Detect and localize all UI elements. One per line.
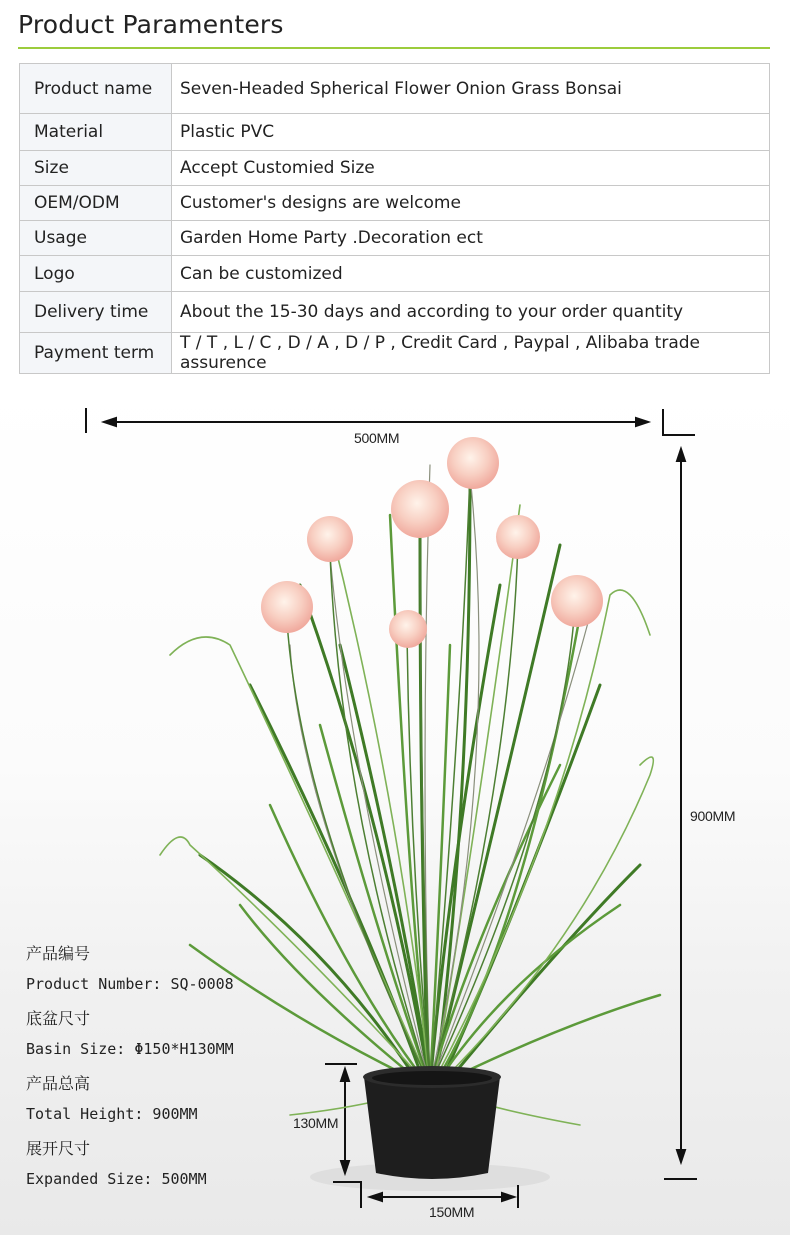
param-value: Can be customized <box>172 256 770 292</box>
product-number-cn: 产品编号 <box>26 944 91 963</box>
grass-leaves <box>160 465 660 1125</box>
expanded-size: Expanded Size: 500MM <box>26 1170 207 1188</box>
table-row <box>20 64 770 114</box>
param-value: Garden Home Party .Decoration ect <box>172 221 770 256</box>
param-key: OEM/ODM <box>20 186 172 221</box>
param-value: Accept Customied Size <box>172 151 770 186</box>
product-number: Product Number: SQ-0008 <box>26 975 234 993</box>
width-dimension-label: 500MM <box>354 430 400 446</box>
flower-head <box>389 610 427 648</box>
flower-head <box>496 515 540 559</box>
param-key: Usage <box>20 221 172 256</box>
expanded-size-cn: 展开尺寸 <box>26 1139 91 1158</box>
product-parameters-table <box>19 63 770 374</box>
table-row <box>20 186 770 221</box>
param-value: Customer's designs are welcome <box>172 186 770 221</box>
table-row <box>20 114 770 151</box>
param-key: Delivery time <box>20 292 172 333</box>
table-row <box>20 151 770 186</box>
param-value: Plastic PVC <box>172 114 770 151</box>
table-row <box>20 256 770 292</box>
param-value: About the 15-30 days and according to your order quantity <box>172 292 770 333</box>
flower-stems <box>287 473 575 1085</box>
param-key: Logo <box>20 256 172 292</box>
table-row <box>20 333 770 374</box>
basin-height-label: 130MM <box>293 1115 339 1131</box>
flower-head <box>447 437 499 489</box>
total-height: Total Height: 900MM <box>26 1105 198 1123</box>
title-underline <box>18 47 770 49</box>
basin-width-label: 150MM <box>429 1204 475 1220</box>
flower-head <box>391 480 449 538</box>
param-key: Product name <box>20 64 172 114</box>
table-row <box>20 221 770 256</box>
basin-size: Basin Size: Φ150*H130MM <box>26 1040 234 1058</box>
flower-head <box>307 516 353 562</box>
flower-head <box>261 581 313 633</box>
pot <box>363 1066 501 1179</box>
section-title: Product Paramenters <box>18 10 284 39</box>
param-value: T / T , L / C , D / A , D / P , Credit Card , Paypal , Alibaba trade assurence <box>172 333 770 374</box>
flower-head <box>551 575 603 627</box>
param-key: Payment term <box>20 333 172 374</box>
product-photo <box>0 385 790 1235</box>
table-row <box>20 292 770 333</box>
param-key: Material <box>20 114 172 151</box>
param-key: Size <box>20 151 172 186</box>
height-dimension-label: 900MM <box>690 808 736 824</box>
basin-size-cn: 底盆尺寸 <box>26 1009 91 1028</box>
total-height-cn: 产品总高 <box>26 1074 91 1093</box>
param-value: Seven-Headed Spherical Flower Onion Grass Bonsai <box>172 64 770 114</box>
